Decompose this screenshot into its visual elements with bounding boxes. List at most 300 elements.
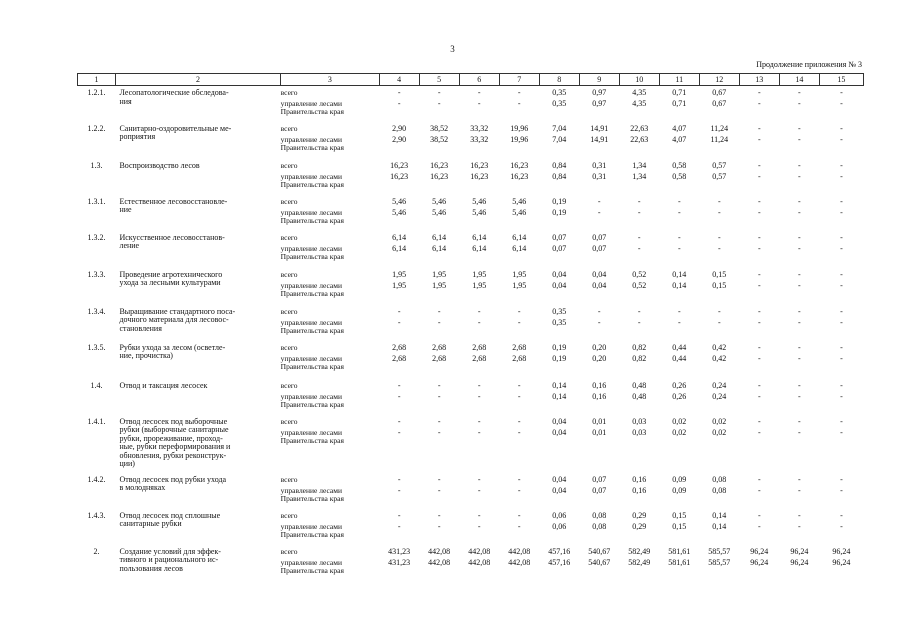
value-management: -: [717, 207, 721, 217]
value-management: -: [677, 317, 681, 327]
value-total: 0,16: [632, 474, 647, 484]
column-header: 15: [819, 74, 863, 86]
value-cell: [419, 158, 459, 194]
value-management: 0,84: [552, 171, 567, 181]
value-cell: [419, 194, 459, 230]
value-cell: [699, 267, 739, 304]
value-total: 33,32: [470, 123, 489, 133]
value-management: 457,16: [548, 557, 571, 567]
value-total: 0,16: [592, 380, 607, 390]
value-management: -: [757, 317, 761, 327]
value-management: 11,24: [710, 134, 729, 144]
value-management: 0,02: [672, 427, 687, 437]
value-cell: [459, 472, 499, 508]
value-cell: [779, 544, 819, 584]
value-management: 540,67: [588, 557, 611, 567]
table-row: [78, 304, 864, 340]
value-total: 581,61: [668, 546, 691, 556]
value-management: 2,90: [392, 134, 407, 144]
value-cell: [539, 472, 579, 508]
label-total: всего: [280, 546, 298, 556]
value-management: -: [757, 280, 761, 290]
value-total: -: [757, 88, 761, 97]
value-cell: [659, 230, 699, 267]
value-cell: [579, 158, 619, 194]
value-cell: [819, 194, 863, 230]
value-management: -: [840, 485, 843, 495]
table-row: [78, 121, 864, 158]
value-management: -: [797, 521, 801, 531]
value-total: 0,52: [632, 269, 647, 279]
value-total: -: [840, 269, 843, 279]
value-total: 442,08: [428, 546, 451, 556]
value-total: 6,14: [432, 232, 447, 242]
value-total: -: [797, 123, 801, 133]
value-management: -: [840, 243, 843, 253]
value-cell: [459, 414, 499, 472]
value-management: 0,14: [552, 391, 567, 401]
value-cell: [819, 267, 863, 304]
value-total: -: [757, 510, 761, 520]
value-total: -: [517, 474, 521, 484]
value-total: -: [437, 416, 441, 426]
value-management: -: [717, 317, 721, 327]
table-row: [78, 414, 864, 472]
value-cell: [819, 378, 863, 414]
value-cell: [779, 378, 819, 414]
value-cell: [699, 508, 739, 544]
value-management: 0,44: [672, 353, 687, 363]
value-cell: [499, 378, 539, 414]
row-source-labels: [281, 194, 380, 230]
value-cell: [579, 544, 619, 584]
row-name: Выращивание стандартного поса- дочного материала для лесовос- становления: [119, 306, 236, 333]
value-total: 6,14: [472, 232, 487, 242]
value-total: -: [437, 380, 441, 390]
value-cell: [779, 304, 819, 340]
value-cell: [659, 378, 699, 414]
value-management: 581,61: [668, 557, 691, 567]
value-cell: [819, 414, 863, 472]
value-cell: [379, 508, 419, 544]
value-total: 0,26: [672, 380, 687, 390]
value-management: 1,95: [512, 280, 527, 290]
row-number: 1.4.3.: [87, 510, 106, 520]
value-total: -: [797, 474, 801, 484]
value-total: -: [840, 306, 843, 316]
value-total: -: [717, 232, 721, 242]
value-management: -: [517, 521, 521, 531]
value-total: 7,04: [552, 123, 567, 133]
value-cell: [379, 267, 419, 304]
value-total: 11,24: [710, 123, 729, 133]
value-management: 33,32: [470, 134, 489, 144]
value-cell: [699, 340, 739, 378]
value-management: -: [477, 485, 481, 495]
value-management: -: [757, 171, 761, 181]
value-cell: [659, 194, 699, 230]
value-management: -: [437, 391, 441, 401]
value-total: 0,31: [592, 160, 607, 170]
value-total: -: [477, 306, 481, 316]
value-cell: [779, 472, 819, 508]
value-total: 5,46: [512, 196, 527, 206]
value-management: -: [437, 99, 441, 109]
value-management: 2,68: [392, 353, 407, 363]
value-cell: [579, 121, 619, 158]
value-cell: [459, 340, 499, 378]
value-cell: [739, 194, 779, 230]
value-management: -: [517, 485, 521, 495]
value-total: 585,57: [708, 546, 731, 556]
value-total: -: [637, 306, 641, 316]
label-management-line1: управление лесами: [280, 485, 343, 495]
value-total: -: [397, 510, 401, 520]
value-management: 4,35: [632, 99, 647, 109]
value-cell: [419, 508, 459, 544]
value-cell: [779, 121, 819, 158]
label-management-line2: Правительства края: [280, 493, 344, 503]
value-management: -: [397, 317, 401, 327]
value-management: -: [437, 485, 441, 495]
value-cell: [619, 86, 659, 121]
value-total: 0,35: [552, 88, 567, 97]
row-number: 1.3.5.: [87, 342, 106, 352]
label-management-line1: управление лесами: [280, 557, 343, 567]
value-total: 582,49: [628, 546, 651, 556]
value-cell: [699, 158, 739, 194]
value-total: -: [757, 342, 761, 352]
value-cell: [739, 304, 779, 340]
value-management: -: [840, 391, 843, 401]
value-total: -: [797, 269, 801, 279]
value-management: -: [840, 134, 843, 144]
value-management: 0,07: [592, 485, 607, 495]
label-total: всего: [280, 510, 298, 520]
value-cell: [419, 267, 459, 304]
value-total: 16,23: [390, 160, 409, 170]
value-management: 0,57: [712, 171, 727, 181]
value-total: -: [397, 88, 401, 97]
value-management: 0,08: [712, 485, 727, 495]
label-total: всего: [280, 88, 298, 97]
value-cell: [619, 121, 659, 158]
column-header: 1: [78, 74, 116, 86]
value-management: -: [840, 280, 843, 290]
value-management: -: [477, 99, 481, 109]
value-cell: [699, 378, 739, 414]
value-cell: [539, 158, 579, 194]
value-management: -: [797, 485, 801, 495]
value-management: 6,14: [472, 243, 487, 253]
value-management: 0,26: [672, 391, 687, 401]
label-management-line1: управление лесами: [280, 134, 343, 144]
value-management: 0,19: [552, 207, 567, 217]
value-cell: [779, 340, 819, 378]
label-management-line2: Правительства края: [280, 529, 344, 539]
value-cell: [499, 472, 539, 508]
value-cell: [739, 472, 779, 508]
value-management: 16,23: [390, 171, 409, 181]
value-cell: [579, 230, 619, 267]
value-management: 0,03: [632, 427, 647, 437]
value-management: -: [757, 99, 761, 109]
value-cell: [379, 86, 419, 121]
label-management-line1: управление лесами: [280, 427, 343, 437]
label-management-line2: Правительства края: [280, 107, 344, 117]
value-total: -: [757, 380, 761, 390]
table-row: [78, 230, 864, 267]
value-cell: [819, 158, 863, 194]
value-management: 442,08: [508, 557, 531, 567]
value-management: 38,52: [430, 134, 449, 144]
value-management: -: [840, 207, 843, 217]
value-total: -: [840, 232, 843, 242]
value-total: -: [477, 88, 481, 97]
value-total: 4,07: [672, 123, 687, 133]
value-total: -: [517, 510, 521, 520]
value-total: 0,03: [632, 416, 647, 426]
value-total: -: [477, 380, 481, 390]
value-total: 2,68: [512, 342, 527, 352]
value-management: -: [717, 243, 721, 253]
value-management: -: [637, 243, 641, 253]
value-management: 5,46: [392, 207, 407, 217]
row-source-labels: [281, 304, 380, 340]
label-total: всего: [280, 232, 298, 242]
table-row: [78, 544, 864, 584]
value-cell: [579, 304, 619, 340]
value-total: -: [797, 306, 801, 316]
row-name: Воспроизводство лесов: [119, 160, 200, 170]
value-cell: [419, 86, 459, 121]
value-total: 22,63: [630, 123, 649, 133]
value-cell: [499, 121, 539, 158]
value-cell: [619, 414, 659, 472]
value-cell: [539, 121, 579, 158]
row-name: Рубки ухода за лесом (осветле- ние, прочистка): [119, 342, 226, 361]
value-management: -: [597, 317, 601, 327]
value-cell: [539, 378, 579, 414]
row-number: 1.4.2.: [87, 474, 106, 484]
value-total: -: [840, 196, 843, 206]
value-management: -: [517, 391, 521, 401]
value-total: -: [677, 306, 681, 316]
row-number: 1.2.2.: [87, 123, 106, 133]
label-management-line2: Правительства края: [280, 142, 344, 152]
value-management: 0,67: [712, 99, 727, 109]
value-total: -: [437, 510, 441, 520]
row-source-labels: [281, 158, 380, 194]
value-cell: [619, 544, 659, 584]
value-management: 0,31: [592, 171, 607, 181]
column-header: 8: [539, 74, 579, 86]
value-total: 0,08: [592, 510, 607, 520]
value-management: -: [757, 353, 761, 363]
value-total: -: [840, 416, 843, 426]
value-cell: [819, 304, 863, 340]
value-total: 0,02: [712, 416, 727, 426]
value-cell: [699, 121, 739, 158]
value-total: 0,07: [552, 232, 567, 242]
value-cell: [739, 508, 779, 544]
column-header: 6: [459, 74, 499, 86]
value-total: 2,90: [392, 123, 407, 133]
value-cell: [819, 121, 863, 158]
column-header: 11: [659, 74, 699, 86]
row-name: Санитарно-оздоровительные ме- роприятия: [119, 123, 232, 142]
value-total: -: [477, 474, 481, 484]
value-total: 0,35: [552, 306, 567, 316]
value-management: -: [637, 207, 641, 217]
value-cell: [659, 267, 699, 304]
value-total: 96,24: [832, 546, 851, 556]
value-cell: [819, 340, 863, 378]
value-total: -: [797, 160, 801, 170]
label-management-line2: Правительства края: [280, 288, 344, 298]
value-cell: [659, 340, 699, 378]
value-management: 0,04: [552, 280, 567, 290]
value-management: 2,68: [472, 353, 487, 363]
label-management-line2: Правительства края: [280, 435, 344, 445]
value-total: -: [437, 306, 441, 316]
value-total: -: [637, 196, 641, 206]
value-management: 6,14: [432, 243, 447, 253]
row-number: 1.3.1.: [87, 196, 106, 206]
value-total: -: [597, 196, 601, 206]
value-total: 5,46: [432, 196, 447, 206]
value-total: -: [477, 416, 481, 426]
value-cell: [539, 304, 579, 340]
value-cell: [499, 544, 539, 584]
value-management: 5,46: [512, 207, 527, 217]
value-total: 1,34: [632, 160, 647, 170]
value-cell: [739, 230, 779, 267]
value-management: 0,35: [552, 99, 567, 109]
value-total: 0,04: [592, 269, 607, 279]
value-cell: [819, 472, 863, 508]
value-total: 1,95: [472, 269, 487, 279]
value-total: -: [477, 510, 481, 520]
value-cell: [419, 304, 459, 340]
value-cell: [499, 508, 539, 544]
column-header: 12: [699, 74, 739, 86]
value-cell: [619, 304, 659, 340]
value-management: 0,04: [552, 427, 567, 437]
row-source-labels: [281, 230, 380, 267]
value-cell: [459, 158, 499, 194]
value-total: 442,08: [508, 546, 531, 556]
value-management: 0,19: [552, 353, 567, 363]
value-total: -: [797, 88, 801, 97]
value-management: -: [797, 391, 801, 401]
value-total: 0,04: [552, 416, 567, 426]
label-management-line1: управление лесами: [280, 317, 343, 327]
value-cell: [459, 86, 499, 121]
value-cell: [499, 86, 539, 121]
value-cell: [419, 472, 459, 508]
value-total: 5,46: [472, 196, 487, 206]
value-management: 0,58: [672, 171, 687, 181]
value-cell: [379, 304, 419, 340]
value-cell: [539, 230, 579, 267]
value-cell: [539, 86, 579, 121]
continuation-label: Продолжение приложения № 3: [756, 60, 862, 69]
value-management: -: [757, 207, 761, 217]
value-cell: [659, 304, 699, 340]
value-cell: [579, 267, 619, 304]
value-cell: [699, 472, 739, 508]
value-total: -: [757, 196, 761, 206]
value-management: -: [797, 243, 801, 253]
column-header: 3: [281, 74, 380, 86]
value-management: -: [517, 427, 521, 437]
value-cell: [819, 508, 863, 544]
row-source-labels: [281, 414, 380, 472]
value-total: 540,67: [588, 546, 611, 556]
value-total: -: [397, 380, 401, 390]
value-cell: [739, 340, 779, 378]
value-management: 6,14: [512, 243, 527, 253]
label-management-line1: управление лесами: [280, 99, 343, 109]
value-total: 0,04: [552, 269, 567, 279]
value-management: -: [757, 391, 761, 401]
value-management: 96,24: [790, 557, 809, 567]
value-cell: [579, 472, 619, 508]
value-management: -: [757, 243, 761, 253]
value-cell: [779, 86, 819, 121]
value-cell: [419, 414, 459, 472]
value-total: 0,84: [552, 160, 567, 170]
value-total: 0,15: [712, 269, 727, 279]
value-cell: [539, 508, 579, 544]
value-management: 5,46: [472, 207, 487, 217]
value-cell: [619, 508, 659, 544]
value-total: 0,58: [672, 160, 687, 170]
value-total: 0,19: [552, 196, 567, 206]
row-number: 1.4.1.: [87, 416, 106, 426]
value-total: 19,96: [510, 123, 529, 133]
value-management: 0,02: [712, 427, 727, 437]
row-name: Проведение агротехнического ухода за лесными культурами: [119, 269, 223, 288]
value-management: 2,68: [512, 353, 527, 363]
value-management: 0,14: [672, 280, 687, 290]
value-total: 2,68: [472, 342, 487, 352]
value-total: 457,16: [548, 546, 571, 556]
value-total: -: [437, 88, 441, 97]
value-management: 0,16: [592, 391, 607, 401]
value-management: -: [677, 207, 681, 217]
value-management: -: [397, 485, 401, 495]
value-management: -: [840, 99, 843, 109]
value-management: 1,95: [392, 280, 407, 290]
value-cell: [499, 194, 539, 230]
value-management: -: [397, 521, 401, 531]
value-cell: [699, 86, 739, 121]
table-row: [78, 472, 864, 508]
value-cell: [459, 544, 499, 584]
value-total: -: [717, 306, 721, 316]
value-cell: [539, 414, 579, 472]
label-management-line2: Правительства края: [280, 399, 344, 409]
value-total: 0,08: [712, 474, 727, 484]
value-cell: [739, 414, 779, 472]
value-total: 0,67: [712, 88, 727, 97]
row-source-labels: [281, 267, 380, 304]
value-management: -: [677, 243, 681, 253]
value-management: -: [757, 427, 761, 437]
value-total: -: [797, 380, 801, 390]
